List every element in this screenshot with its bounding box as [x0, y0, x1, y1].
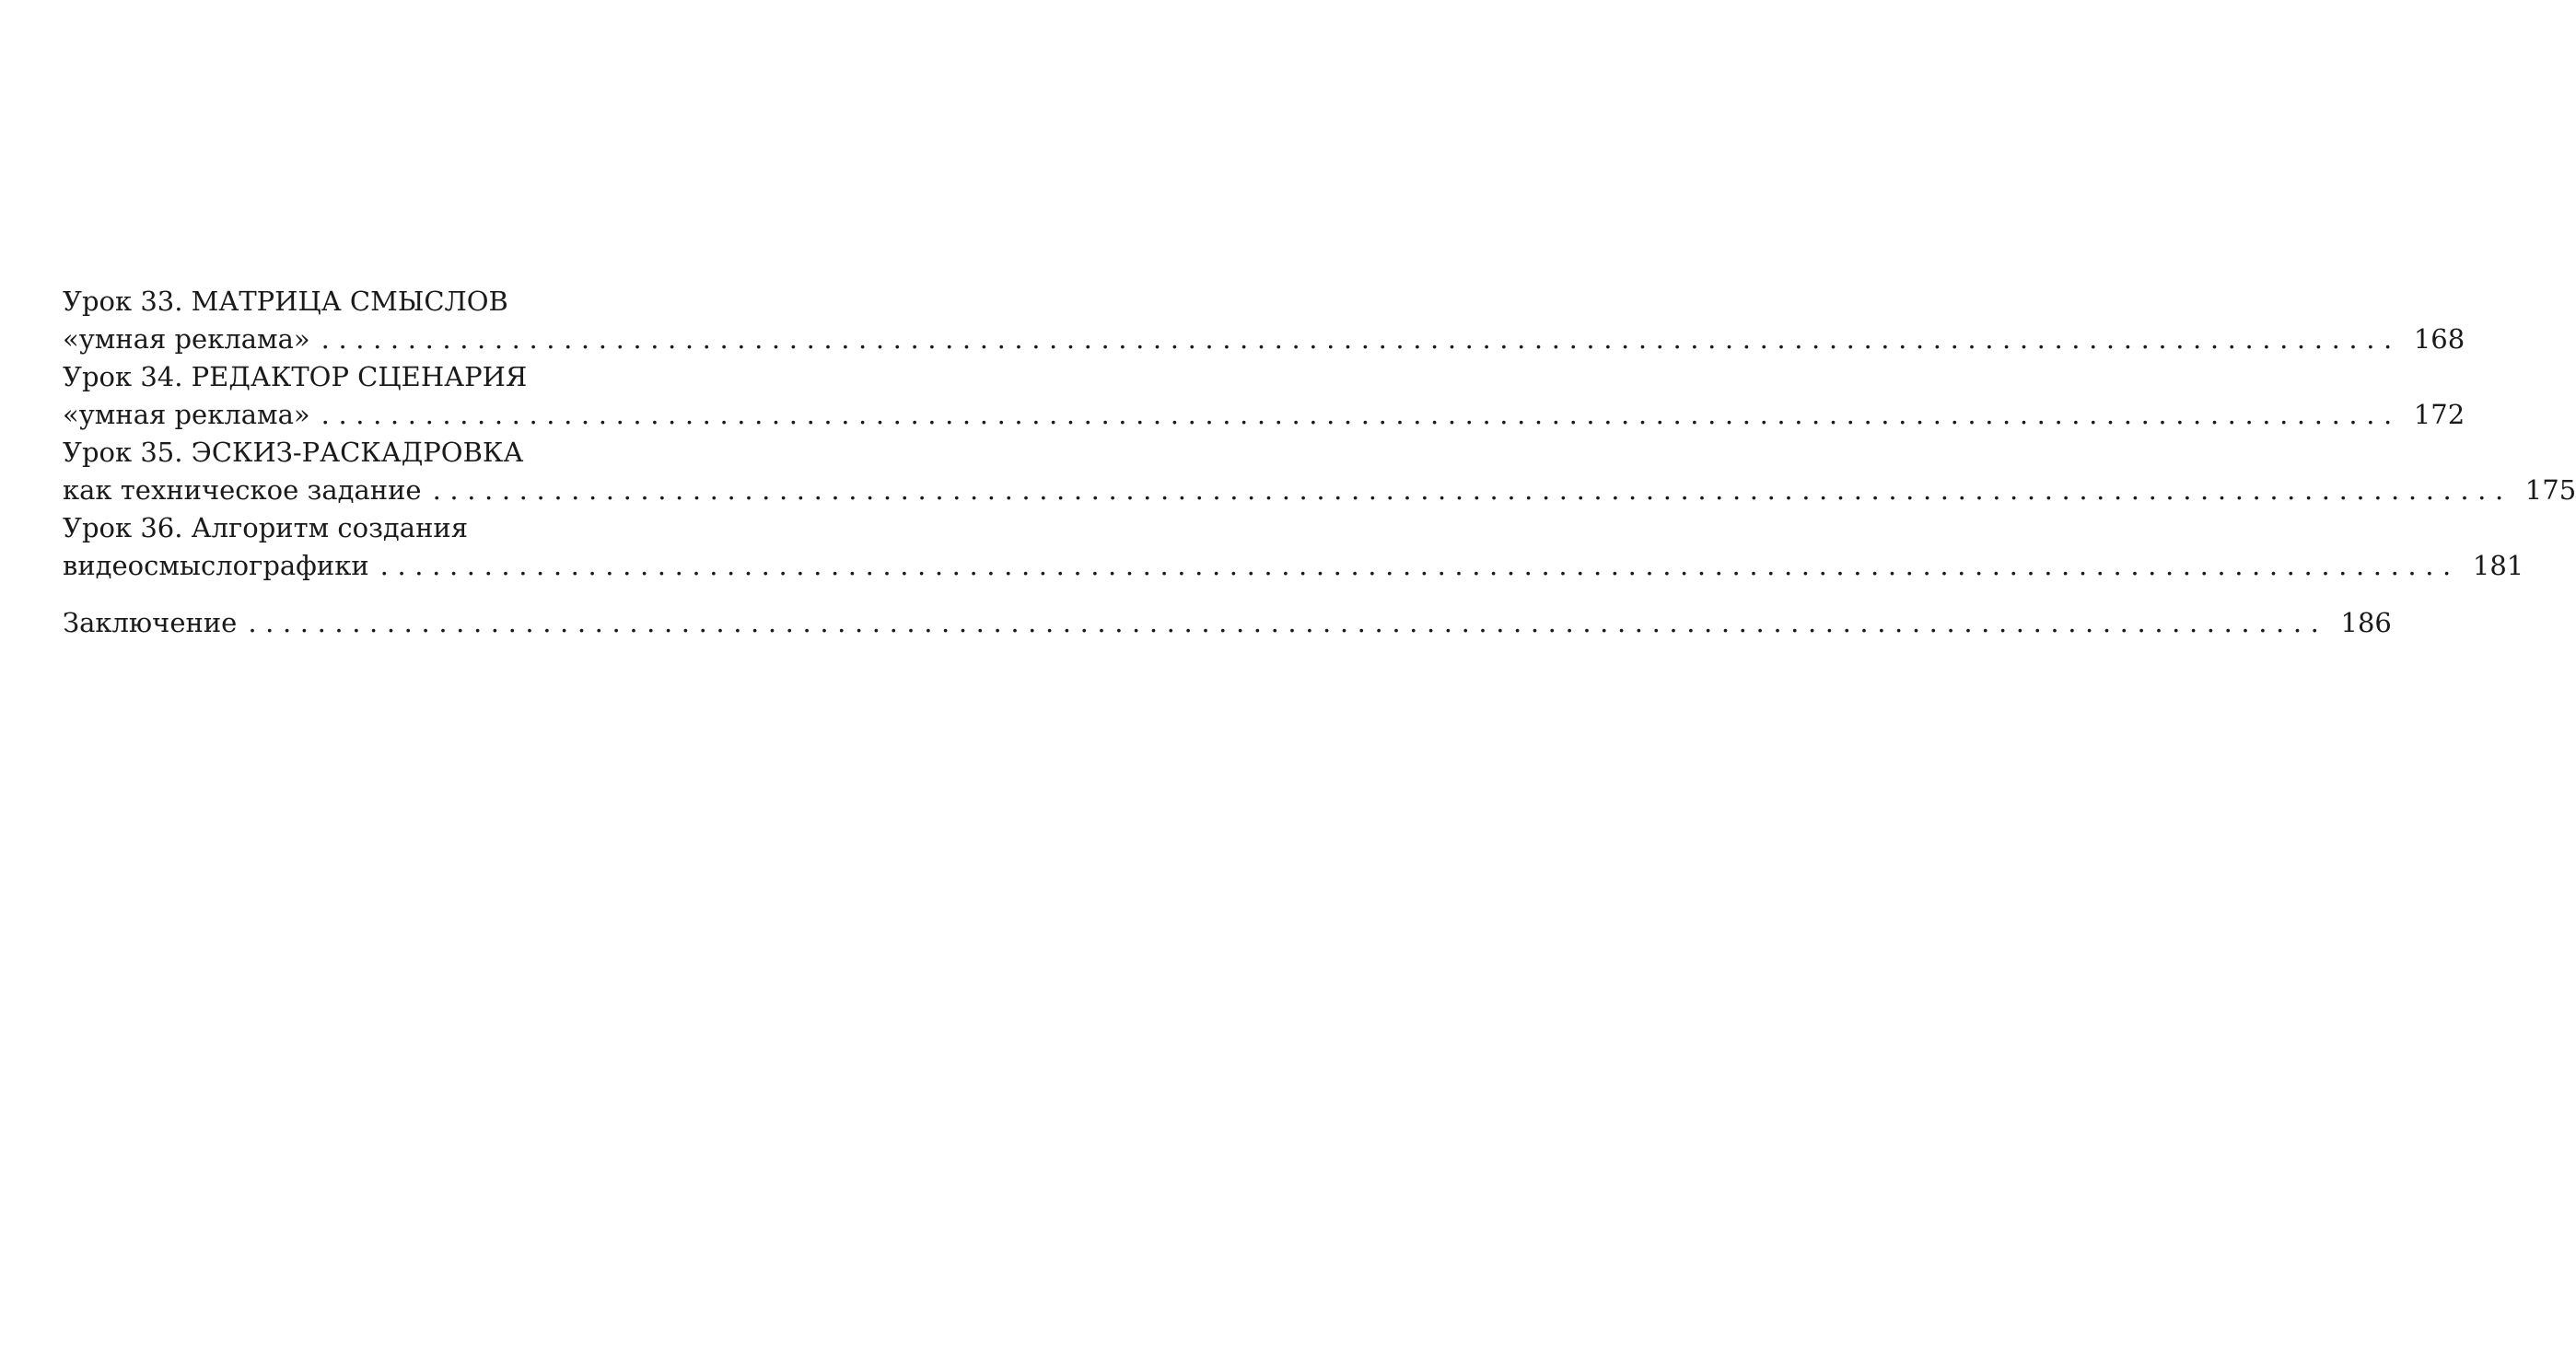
toc-entry-sub-line [63, 547, 2524, 585]
toc-entry-subtitle: «умная реклама» [63, 399, 310, 430]
toc-entry-sub-line [63, 472, 2576, 509]
toc-entry-conclusion-line [63, 604, 2392, 642]
toc-entry-title-line [63, 358, 807, 396]
toc-entry-page-number: 172 [2413, 399, 2465, 430]
toc-entry-lesson-36 [63, 509, 2524, 585]
toc-entry-lesson-34 [63, 358, 2465, 434]
toc-entry-subtitle: как техническое задание [63, 474, 422, 506]
toc-entry-lesson-35 [63, 434, 2576, 509]
toc-entry-page-number: 175 [2524, 474, 2576, 506]
toc-leader-dots: ........................................................................................................................ [432, 474, 2512, 506]
toc-entry-title: Урок 35. ЭСКИЗ-РАСКАДРОВКА [63, 437, 524, 468]
toc-entry-subtitle: «умная реклама» [63, 323, 310, 355]
toc-leader-dots: ........................................................................................................................ [321, 323, 2401, 355]
toc-entry-title-line [63, 434, 807, 472]
toc-entry-page-number: 181 [2472, 550, 2524, 581]
toc-entry-title-line [63, 283, 807, 321]
toc-leader-dots: ........................................................................................................................ [321, 399, 2401, 430]
toc-entry-lesson-33 [63, 283, 2465, 358]
toc-entry-title: Урок 33. МАТРИЦА СМЫСЛОВ [63, 286, 508, 317]
toc-entry-title-line [63, 509, 807, 547]
toc-entry-conclusion [63, 604, 2392, 642]
toc-leader-dots: ........................................................................................................................ [379, 550, 2460, 581]
toc-entry-title: Урок 36. Алгоритм создания [63, 512, 469, 543]
toc-entry-page-number: 168 [2413, 323, 2465, 355]
toc-entry-subtitle: видеосмыслографики [63, 550, 369, 581]
toc-conclusion-label: Заключение [63, 607, 238, 638]
toc-entry-sub-line [63, 396, 2465, 434]
toc-conclusion-page-number: 186 [2340, 607, 2392, 638]
toc-entry-title: Урок 34. РЕДАКТОР СЦЕНАРИЯ [63, 361, 528, 392]
table-of-contents [63, 283, 2576, 642]
toc-leader-dots: ........................................................................................................................ [248, 607, 2328, 638]
toc-entry-sub-line [63, 321, 2465, 358]
toc-spacer [63, 585, 807, 604]
